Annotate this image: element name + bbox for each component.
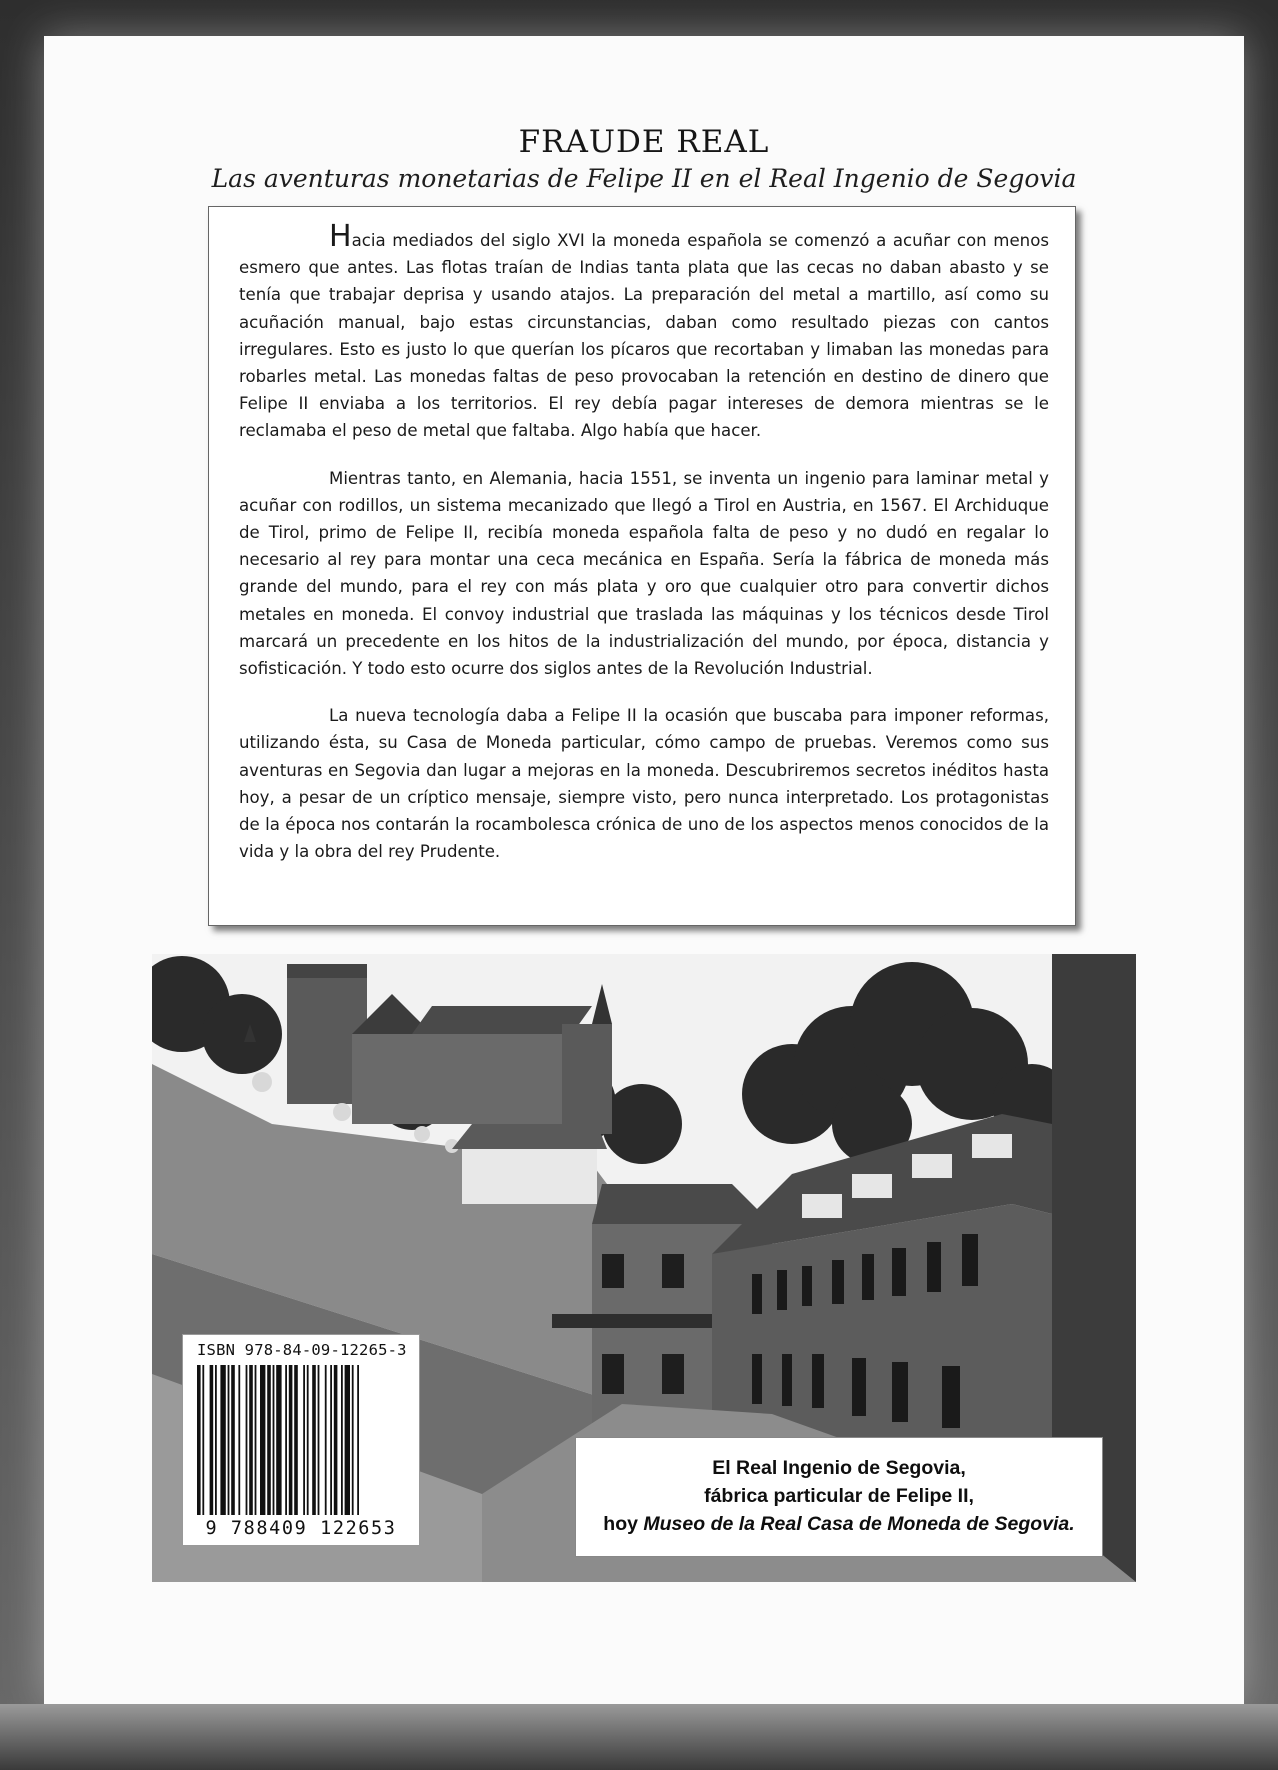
ean-digits: 9 788409 122653 bbox=[205, 1518, 397, 1539]
drop-cap: H bbox=[329, 219, 352, 254]
book-subtitle: Las aventuras monetarias de Felipe II en el Real Ingenio de Segovia bbox=[211, 164, 1077, 193]
synopsis-paragraph-1 bbox=[239, 219, 1049, 445]
bottom-shadow bbox=[0, 1704, 1278, 1770]
caption-line-3 bbox=[576, 1510, 1102, 1538]
photo-caption bbox=[575, 1437, 1103, 1557]
photo-illustration bbox=[152, 954, 1136, 1582]
book-back-cover bbox=[44, 36, 1244, 1704]
synopsis-paragraph-2: Mientras tanto, en Alemania, hacia 1551, se inventa un ingenio para laminar metal y acuñar con rodillos, un sistema mecanizado que llegó a Tirol en Austria, en 1567. El Archiduque de Tirol, primo de Felipe II, recibía moneda española falta de peso y no dudó en regalar lo necesario al rey para montar una ceca mecánica en España. Sería la fábrica de moneda más grande del mundo, para el rey con más plata y oro que cualquier otro para convertir dichos metales en moneda. El convoy industrial que traslada las máquinas y los técnicos desde Tirol marcará un precedente en los hitos de la industrialización del mundo, por época, distancia y sofisticación. Y todo esto ocurre dos siglos antes de la Revolución Industrial. bbox=[239, 468, 1049, 679]
isbn-label: ISBN 978-84-09-12265-3 bbox=[197, 1341, 407, 1359]
synopsis-paragraph-3: La nueva tecnología daba a Felipe II la ocasión que buscaba para imponer reformas, utilizando ésta, su Casa de Moneda particular, cómo campo de pruebas. Veremos como sus aventuras en Segovia dan lugar a mejoras en la moneda. Descubriremos secretos inéditos hasta hoy, a pesar de un críptico mensaje, siempre visto, pero nunca interpretado. Los protagonistas de la época nos contarán la rocambolesca crónica de uno de los aspectos menos conocidos de la vida y la obra del rey Prudente. bbox=[239, 706, 1049, 862]
caption-line-2: fábrica particular de Felipe II, bbox=[704, 1485, 974, 1507]
synopsis-paragraph-1-text: acia mediados del siglo XVI la moneda española se comenzó a acuñar con menos esmero que antes. Las flotas traían de Indias tanta plata que las cecas no daban abasto y se tenía que trabajar deprisa y usando atajos. La preparación del metal a martillo, así como su acuñación manual, bajo estas circunstancias, daban como resultado piezas con cantos irregulares. Esto es justo lo que querían los pícaros que recortaban y limaban las monedas para robarles metal. Las monedas faltas de peso provocaban la retención en destino de dinero que Felipe II enviaba a los territorios. El rey debía pagar intereses de demora mientras se le reclamaba el peso de metal que faltaba. Algo había que hacer. bbox=[239, 231, 1049, 441]
book-title: FRAUDE REAL bbox=[518, 124, 770, 160]
cover-photo-real-ingenio bbox=[152, 954, 1136, 1582]
caption-line-3-prefix: hoy bbox=[603, 1513, 644, 1535]
caption-line-3-italic: Museo de la Real Casa de Moneda de Segovia. bbox=[643, 1513, 1075, 1535]
caption-line-1: El Real Ingenio de Segovia, bbox=[712, 1457, 966, 1479]
synopsis-box bbox=[208, 206, 1076, 926]
